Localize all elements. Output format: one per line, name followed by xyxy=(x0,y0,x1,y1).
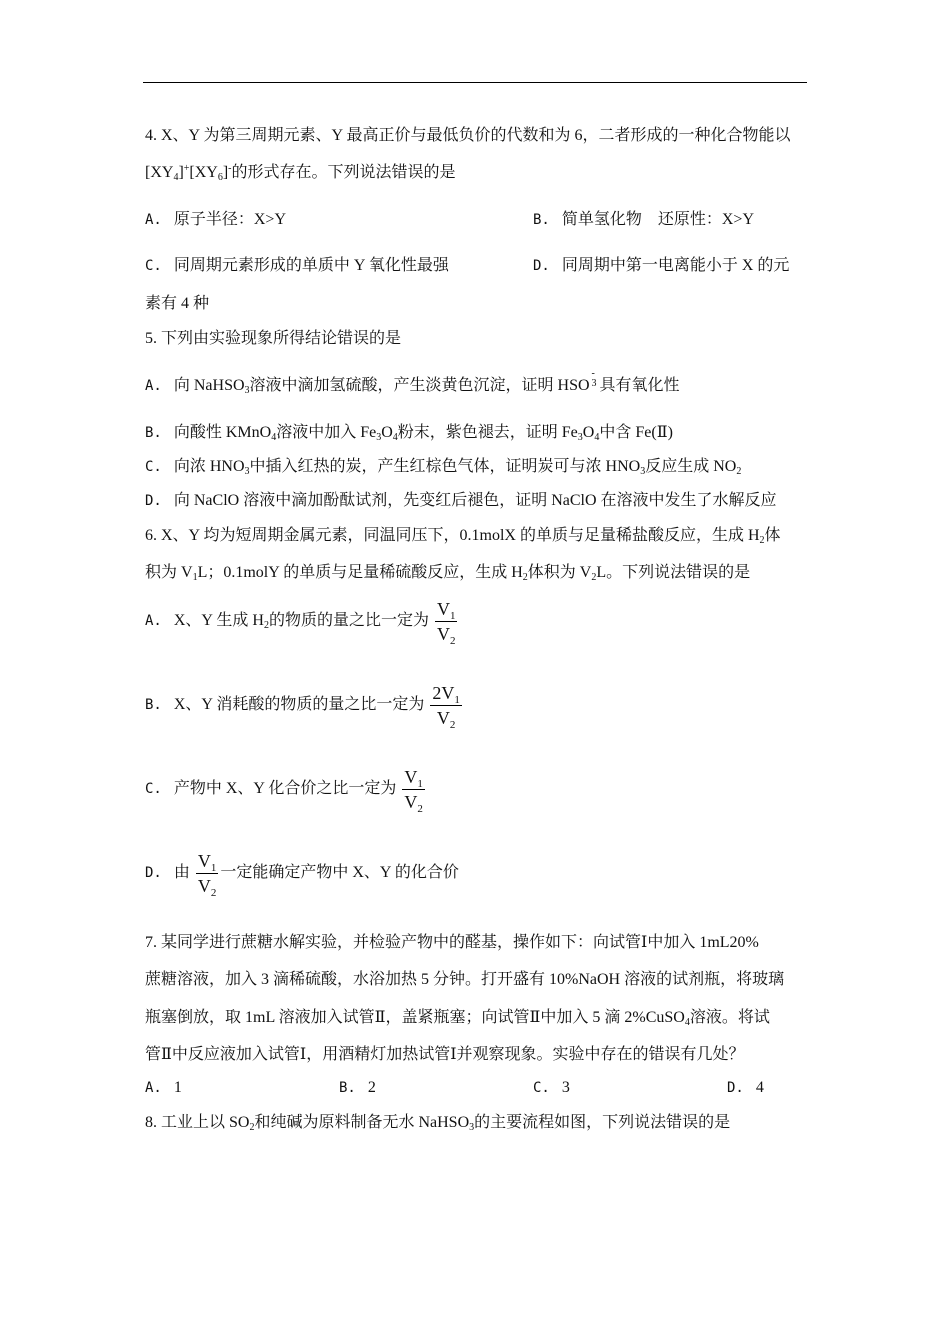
q5-option-c[interactable]: C. 向浓 $HNO_3$中插入红热的炭，产生红棕色气体，证明炭可与浓 $HNO_3$反应生成 $NO_2$ xyxy=(145,458,742,477)
q4-option-d[interactable]: D. 同周期中第一电离能小于 X 的元 xyxy=(533,257,790,274)
q6-stem-line2: 积为 $V_1L$；0.1molY 的单质与足量稀硫酸反应，生成 $H_2$体积为 $V_2L$。下列说法错误的是 xyxy=(145,564,751,583)
q4-option-a[interactable]: A. 原子半径：X>Y xyxy=(145,211,286,228)
q4-option-d-continued: 素有 4 种 xyxy=(145,295,210,312)
q7-option-d[interactable]: D. 4 xyxy=(727,1079,764,1096)
q6-option-c[interactable]: C. 产物中 X、Y 化合价之比一定为 $\frac{V_1}{V_2}$ xyxy=(145,767,423,815)
q5-option-b[interactable]: B. 向酸性 KMnO$_4$溶液中加入 $Fe_3O_4$粉末，紫色褪去，证明 $Fe_3O_4$中含 Fe(Ⅱ) xyxy=(145,424,673,443)
q7-option-a[interactable]: A. 1 xyxy=(145,1079,182,1096)
q6-option-b[interactable]: B. X、Y 消耗酸的物质的量之比一定为 $\frac{2V_1}{V_2}$ xyxy=(145,683,460,731)
q6-option-d[interactable]: D. 由 $\frac{V_1}{V_2}$ 一定能确定产物中 X、Y 的化合价 xyxy=(145,851,459,899)
q4-stem-line2: $[XY_4]^+[XY_6]^-$的形式存在。下列说法错误的是 xyxy=(145,163,456,183)
q7-stem-line1: 7. 某同学进行蔗糖水解实验，并检验产物中的醛基，操作如下：向试管Ⅰ中加入 1mL20% xyxy=(145,934,759,951)
q7-option-b[interactable]: B. 2 xyxy=(339,1079,376,1096)
q6-stem-line1: 6. X、Y 均为短周期金属元素，同温同压下，0.1molX 的单质与足量稀盐酸反应，生成 $H_2$体 xyxy=(145,527,781,546)
q4-stem-line1: 4. X、Y 为第三周期元素、Y 最高正价与最低负价的代数和为 6，二者形成的一种化合物能以 xyxy=(145,127,791,144)
fraction-v1-over-v2: $\frac{V_1}{V_2}$ xyxy=(436,599,456,647)
fraction-v1-over-v2: $\frac{V_1}{V_2}$ xyxy=(404,767,423,815)
q7-option-c[interactable]: C. 3 xyxy=(533,1079,570,1096)
q5-stem: 5. 下列由实验现象所得结论错误的是 xyxy=(145,330,402,347)
q6-option-a[interactable]: A. X、Y 生成 $H_2$的物质的量之比一定为 $\frac{V_1}{V_2}$ xyxy=(145,599,456,647)
q4-option-b[interactable]: B. 简单氢化物 还原性：X>Y xyxy=(533,211,754,228)
q7-stem-line3: 瓶塞倒放，取 1mL 溶液加入试管Ⅱ，盖紧瓶塞；向试管Ⅱ中加入 5 滴 2%CuSO$_4$溶液。将试 xyxy=(145,1009,770,1028)
q4-option-c[interactable]: C. 同周期元素形成的单质中 Y 氧化性最强 xyxy=(145,257,449,274)
q8-stem: 8. 工业上以 $SO_2$和纯碱为原料制备无水 NaHSO$_3$的主要流程如图，下列说法错误的是 xyxy=(145,1114,731,1133)
q7-stem-line2: 蔗糖溶液，加入 3 滴稀硫酸，水浴加热 5 分钟。打开盛有 10%NaOH 溶液的试剂瓶，将玻璃 xyxy=(145,971,785,988)
header-rule xyxy=(143,82,807,83)
fraction-2v1-over-v2: $\frac{2V_1}{V_2}$ xyxy=(432,683,460,731)
q5-option-a[interactable]: A. 向 NaHSO$_3$溶液中滴加氢硫酸，产生淡黄色沉淀，证明 HSO - 3 具有氧化性 xyxy=(145,368,680,396)
fraction-v1-over-v2: $\frac{V_1}{V_2}$ xyxy=(197,851,217,899)
q5-option-d[interactable]: D. 向 NaClO 溶液中滴加酚酞试剂，先变红后褪色，证明 NaClO 在溶液中发生了水解反应 xyxy=(145,492,777,509)
q7-stem-line4: 管Ⅱ中反应液加入试管Ⅰ，用酒精灯加热试管Ⅰ并观察现象。实验中存在的错误有几处？ xyxy=(145,1046,745,1063)
